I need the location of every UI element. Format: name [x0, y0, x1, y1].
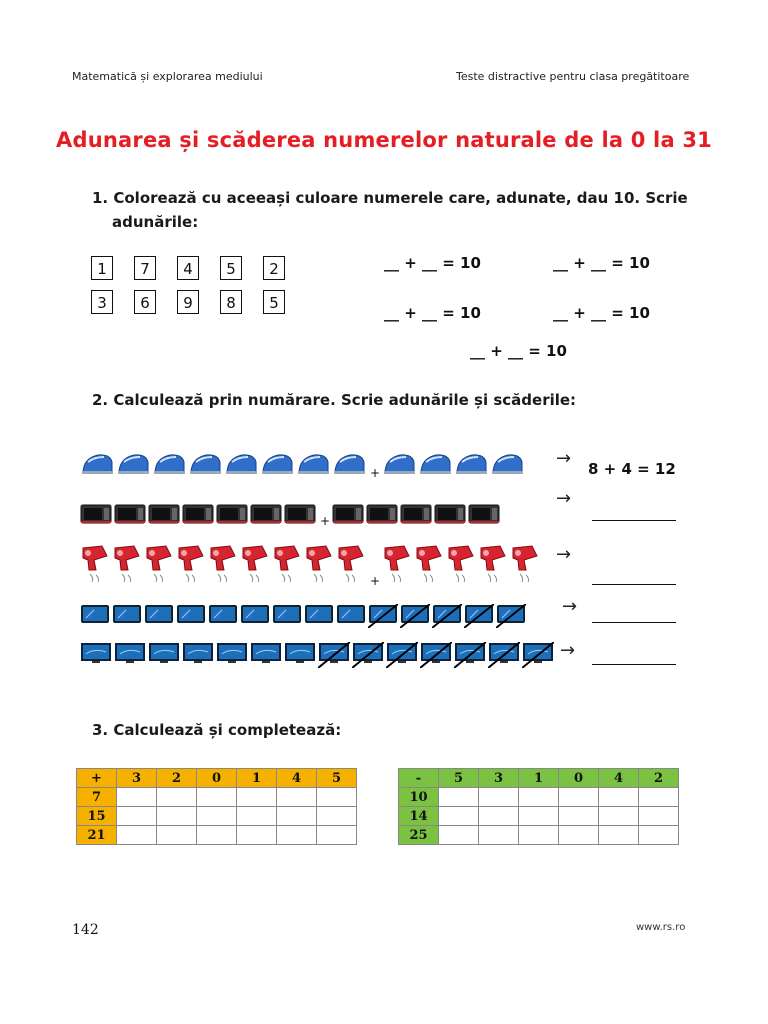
equation-blank[interactable]: __ + __ = 10	[553, 304, 650, 322]
iron-icon	[418, 452, 452, 480]
iron-icon	[260, 452, 294, 480]
tablet-icon	[80, 604, 110, 628]
answer-cell[interactable]	[599, 826, 639, 845]
answer-cell[interactable]	[277, 807, 317, 826]
answer-cell[interactable]	[639, 807, 679, 826]
picture-row	[80, 628, 560, 668]
tv-screen-icon	[216, 642, 248, 668]
answer-cell[interactable]	[157, 807, 197, 826]
arrow-icon: →	[560, 640, 576, 661]
hair-dryer-icon	[414, 544, 444, 588]
answer-cell[interactable]	[237, 826, 277, 845]
microwave-icon	[250, 504, 282, 528]
hair-dryer-icon	[208, 544, 238, 588]
tv-screen-icon	[182, 642, 214, 668]
tablet-icon	[400, 604, 430, 628]
hair-dryer-icon	[112, 544, 142, 588]
answer-cell[interactable]	[639, 826, 679, 845]
number-box[interactable]: 6	[134, 290, 156, 314]
tv-screen-icon	[318, 642, 350, 668]
number-box[interactable]: 9	[177, 290, 199, 314]
answer-line[interactable]	[592, 584, 676, 585]
iron-icon	[382, 452, 416, 480]
hair-dryer-icon	[144, 544, 174, 588]
equation-blank[interactable]: __ + __ = 10	[553, 254, 650, 272]
answer-cell[interactable]	[479, 788, 519, 807]
equation-blank[interactable]: __ + __ = 10	[384, 304, 481, 322]
iron-icon	[332, 452, 366, 480]
tablet-icon	[496, 604, 526, 628]
answer-line[interactable]	[592, 664, 676, 665]
task3-instruction: 3. Calculează și completează:	[92, 721, 342, 739]
operation-sign: +	[77, 769, 117, 788]
tv-screen-icon	[250, 642, 282, 668]
iron-icon	[152, 452, 186, 480]
number-box[interactable]: 8	[220, 290, 242, 314]
plus-sign: +	[370, 574, 381, 588]
answer-cell[interactable]	[197, 807, 237, 826]
microwave-icon	[366, 504, 398, 528]
answer-cell[interactable]	[197, 826, 237, 845]
answer-cell[interactable]	[479, 826, 519, 845]
row-header: 7	[77, 788, 117, 807]
column-header: 5	[439, 769, 479, 788]
tv-screen-icon	[284, 642, 316, 668]
answer-line[interactable]	[592, 520, 676, 521]
picture-rows	[80, 440, 560, 668]
answer-cell[interactable]	[599, 807, 639, 826]
equation-blank[interactable]: __ + __ = 10	[470, 342, 567, 360]
addition-table	[76, 768, 357, 845]
column-header: 3	[117, 769, 157, 788]
row-header: 25	[399, 826, 439, 845]
answer-cell[interactable]	[559, 807, 599, 826]
number-box[interactable]: 7	[134, 256, 156, 280]
column-header: 1	[237, 769, 277, 788]
tv-screen-icon	[522, 642, 554, 668]
tv-screen-icon	[352, 642, 384, 668]
answer-cell[interactable]	[317, 788, 357, 807]
cross-out-mark	[420, 642, 452, 668]
answer-cell[interactable]	[117, 807, 157, 826]
hair-dryer-icon	[304, 544, 334, 588]
hair-dryer-icon	[510, 544, 540, 588]
number-row-2	[91, 290, 285, 314]
tablet-icon	[432, 604, 462, 628]
iron-icon	[116, 452, 150, 480]
microwave-icon	[182, 504, 214, 528]
answer-cell[interactable]	[237, 788, 277, 807]
hair-dryer-icon	[80, 544, 110, 588]
row-header: 10	[399, 788, 439, 807]
picture-row	[80, 588, 560, 628]
iron-icon	[188, 452, 222, 480]
answer-cell[interactable]	[559, 826, 599, 845]
microwave-icon	[468, 504, 500, 528]
number-box[interactable]: 4	[177, 256, 199, 280]
column-header: 0	[559, 769, 599, 788]
tablet-icon	[240, 604, 270, 628]
hair-dryer-icon	[446, 544, 476, 588]
answer-cell[interactable]	[519, 807, 559, 826]
column-header: 3	[479, 769, 519, 788]
picture-row	[80, 480, 560, 528]
plus-sign: +	[320, 514, 331, 528]
tablet-icon	[464, 604, 494, 628]
iron-icon	[296, 452, 330, 480]
answer-cell[interactable]	[439, 807, 479, 826]
row-header: 15	[77, 807, 117, 826]
operation-sign: -	[399, 769, 439, 788]
task1-instruction-cont: adunările:	[112, 213, 199, 231]
answer-cell[interactable]	[479, 807, 519, 826]
tv-screen-icon	[114, 642, 146, 668]
tv-screen-icon	[454, 642, 486, 668]
number-row-1	[91, 256, 285, 280]
column-header: 5	[317, 769, 357, 788]
arrow-icon: →	[562, 596, 578, 617]
tablet-icon	[176, 604, 206, 628]
arrow-icon: →	[556, 544, 572, 565]
microwave-icon	[216, 504, 248, 528]
tablet-icon	[112, 604, 142, 628]
cross-out-mark	[496, 604, 526, 628]
cross-out-mark	[432, 604, 462, 628]
cross-out-mark	[352, 642, 384, 668]
row-header: 21	[77, 826, 117, 845]
page-title: Adunarea și scăderea numerelor naturale de la 0 la 31	[56, 128, 712, 152]
tv-screen-icon	[80, 642, 112, 668]
cross-out-mark	[464, 604, 494, 628]
tv-screen-icon	[148, 642, 180, 668]
column-header: 0	[197, 769, 237, 788]
iron-icon	[80, 452, 114, 480]
answer-cell[interactable]	[639, 788, 679, 807]
tv-screen-icon	[386, 642, 418, 668]
iron-icon	[224, 452, 258, 480]
answer-line[interactable]	[592, 622, 676, 623]
cross-out-mark	[454, 642, 486, 668]
iron-icon	[454, 452, 488, 480]
cross-out-mark	[386, 642, 418, 668]
answer-cell[interactable]	[237, 807, 277, 826]
arrow-icon: →	[556, 488, 572, 509]
microwave-icon	[114, 504, 146, 528]
iron-icon	[490, 452, 524, 480]
row-header: 14	[399, 807, 439, 826]
cross-out-mark	[400, 604, 430, 628]
number-box[interactable]: 1	[91, 256, 113, 280]
hair-dryer-icon	[240, 544, 270, 588]
cross-out-mark	[368, 604, 398, 628]
tablet-icon	[336, 604, 366, 628]
answer-cell[interactable]	[117, 826, 157, 845]
answer-cell[interactable]	[519, 826, 559, 845]
task1-instruction: 1. Colorează cu aceeași culoare numerele care, adunate, dau 10. Scrie	[92, 189, 688, 207]
microwave-icon	[284, 504, 316, 528]
arrow-icon: →	[556, 448, 572, 469]
answer-cell[interactable]	[197, 788, 237, 807]
answer-cell[interactable]	[439, 788, 479, 807]
cross-out-mark	[522, 642, 554, 668]
answer-cell[interactable]	[317, 826, 357, 845]
task2-instruction: 2. Calculează prin numărare. Scrie adunările și scăderile:	[92, 391, 577, 409]
microwave-icon	[148, 504, 180, 528]
number-box[interactable]: 5	[220, 256, 242, 280]
tablet-icon	[368, 604, 398, 628]
answer-cell[interactable]	[599, 788, 639, 807]
column-header: 4	[599, 769, 639, 788]
answer-cell[interactable]	[559, 788, 599, 807]
number-box[interactable]: 2	[263, 256, 285, 280]
column-header: 2	[639, 769, 679, 788]
answer-cell[interactable]	[117, 788, 157, 807]
microwave-icon	[332, 504, 364, 528]
number-box[interactable]: 5	[263, 290, 285, 314]
answer-cell[interactable]	[157, 788, 197, 807]
tv-screen-icon	[420, 642, 452, 668]
answer-cell[interactable]	[317, 807, 357, 826]
subtraction-table	[398, 768, 679, 845]
answer-cell[interactable]	[277, 826, 317, 845]
header-right: Teste distractive pentru clasa pregătitoare	[456, 70, 690, 83]
tablet-icon	[208, 604, 238, 628]
microwave-icon	[400, 504, 432, 528]
header-left: Matematică și explorarea mediului	[72, 70, 263, 83]
hair-dryer-icon	[478, 544, 508, 588]
answer-cell[interactable]	[519, 788, 559, 807]
microwave-icon	[80, 504, 112, 528]
answer-cell[interactable]	[277, 788, 317, 807]
page-number: 142	[72, 922, 99, 938]
cross-out-mark	[488, 642, 520, 668]
number-box[interactable]: 3	[91, 290, 113, 314]
equation-blank[interactable]: __ + __ = 10	[384, 254, 481, 272]
answer-cell[interactable]	[439, 826, 479, 845]
plus-sign: +	[370, 466, 381, 480]
microwave-icon	[434, 504, 466, 528]
tv-screen-icon	[488, 642, 520, 668]
tablet-icon	[272, 604, 302, 628]
tablet-icon	[144, 604, 174, 628]
picture-row	[80, 528, 560, 588]
picture-row	[80, 440, 560, 480]
column-header: 4	[277, 769, 317, 788]
tablet-icon	[304, 604, 334, 628]
hair-dryer-icon	[336, 544, 366, 588]
hair-dryer-icon	[382, 544, 412, 588]
example-equation: 8 + 4 = 12	[588, 460, 676, 478]
hair-dryer-icon	[176, 544, 206, 588]
cross-out-mark	[318, 642, 350, 668]
column-header: 1	[519, 769, 559, 788]
website: www.rs.ro	[636, 922, 686, 933]
hair-dryer-icon	[272, 544, 302, 588]
answer-cell[interactable]	[157, 826, 197, 845]
column-header: 2	[157, 769, 197, 788]
